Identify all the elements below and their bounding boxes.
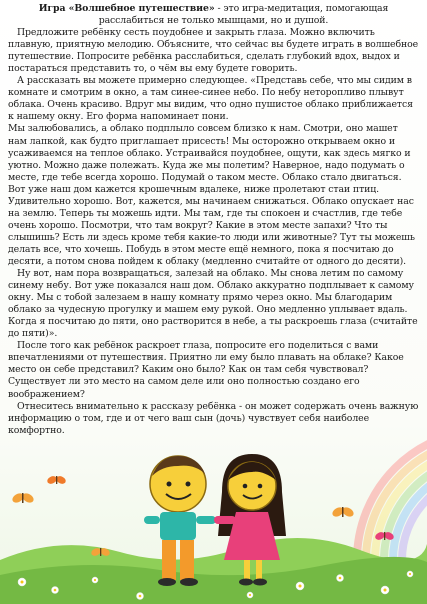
title-rest: - это игра-медитация, помогающая [214,3,389,14]
children-meadow-illustration [0,440,427,604]
paragraph-2: А рассказать вы можете примерно следующее. «Представь себе, что мы сидим в комнате и смотрим в окно, а там синее-синее небо. По небу неторопливо плывут облака. Очень красиво. Вдруг мы видим, что одно пушистое облако приближается к нашему окну. Его форма напоминает пони. [8,75,413,123]
title-line-2: расслабиться не только мышцами, но и душой. [98,15,329,27]
paragraph-3: Мы залюбовались, а облако подплыло совсем близко к нам. Смотри, оно машет нам лапкой, как будто приглашает присесть! Мы осторожно открываем окно и усаживаемся на теплое облако. Устраивайся поудобнее, ощути, как здесь мягко и уютно. Можно даже полежать. Куда же мы полетим? Наверное, надо подумать о месте, где тебе всегда хорошо. Подумай о таком месте. Облако стало двигаться. Вот уже наш дом кажется крошечным вдалеке, ниже пролетают стаи птиц. Удивительно хорошо. Вот, кажется, мы начинаем снижаться. Облако опускает нас на землю. Теперь ты можешь идти. Мы там, где ты спокоен и счастлив, где тебе очень хорошо. Посмотри, что там вокруг? Какие в этом месте запахи? Что ты слышишь? Есть ли здесь кроме тебя какие-то люди или животные? Тут ты можешь делать все, что хочешь. Побудь в этом месте ещё немного, пока я посчитаю до десяти, а потом снова пойдем к облаку (медленно считайте от одного до десяти). [8,123,415,267]
paragraph-1: Предложите ребёнку сесть поудобнее и закрыть глаза. Можно включить плавную, приятную мелодию. Объясните, что сейчас вы будете играть в волшебное путешествие. Попросите ребёнка расслабиться, сделать глубокий вдох, выдох и постараться представить то, о чём вы ему будете говорить. [8,27,419,75]
paragraph-6: Отнеситесь внимательно к рассказу ребёнка - он может содержать очень важную информацию о том, где и от чего ваш сын (дочь) чувствует себя наиболее комфортно. [8,400,419,436]
document-text [8,3,419,437]
butterfly-icon [374,531,395,542]
butterfly-icon [46,475,67,486]
title-bold: Игра «Волшебное путешествие» [38,3,215,14]
title-line [8,3,419,15]
paragraph-4: Ну вот, нам пора возвращаться, залезай на облако. Мы снова летим по самому синему небу. Вот уже показался наш дом. Облако аккуратно подплывает к самому окну. Мы с тобой залезаем в нашу комнату прямо через окно. Мы благодарим облако за чудесную прогулку и машем ему рукой. Оно медленно уплывает вдаль. Когда я посчитаю до пяти, оно растворится в небе, а ты раскроешь глаза (считайте до пяти)». [8,268,418,340]
paragraph-5: После того как ребёнок раскроет глаза, попросите его поделиться с вами впечатлениями от путешествия. Приятно ли ему было плавать на облаке? Какое место он себе представил? Каким оно было? Как он там себя чувствовал? Существует ли это место на самом деле или оно полностью создано его воображением? [8,340,404,400]
butterfly-icon [331,506,355,519]
butterfly-icon [11,492,35,505]
